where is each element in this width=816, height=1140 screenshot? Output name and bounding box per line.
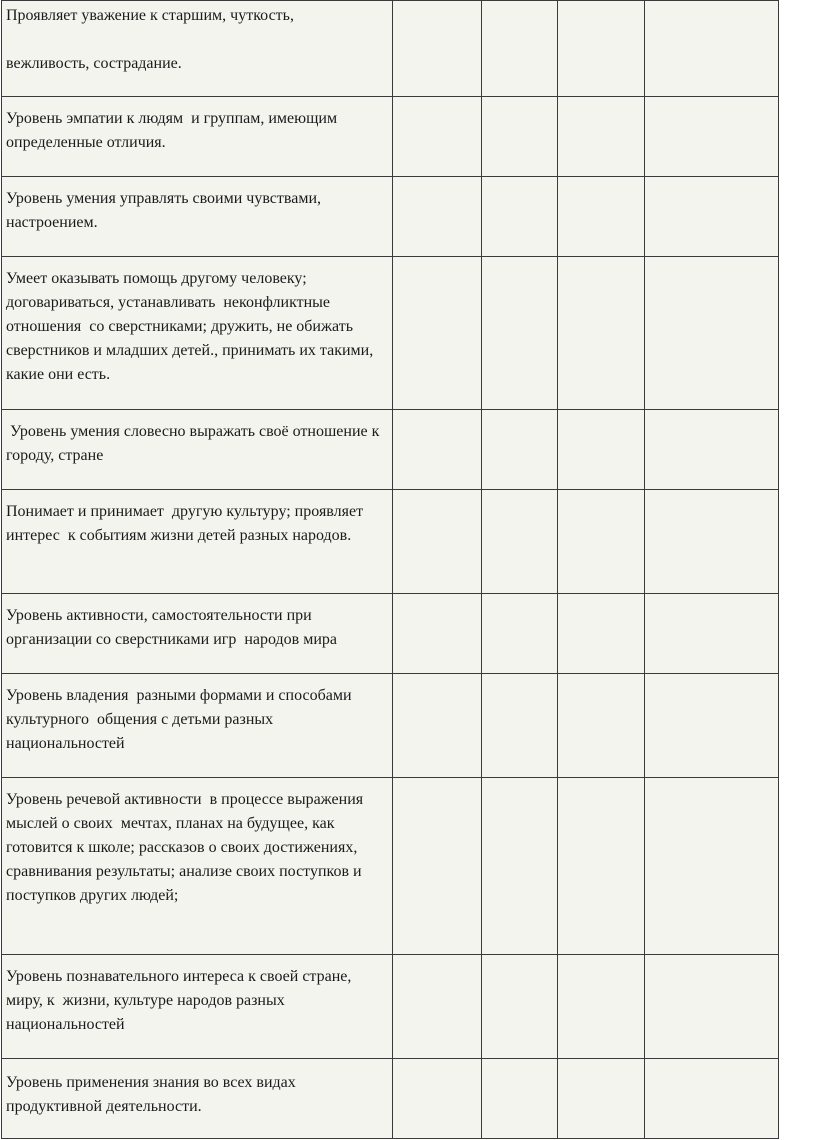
score-cell[interactable]	[482, 778, 558, 955]
score-cell[interactable]	[645, 1, 779, 97]
score-cell[interactable]	[393, 257, 482, 410]
score-cell[interactable]	[393, 955, 482, 1059]
score-cell[interactable]	[482, 177, 558, 257]
table-row	[2, 594, 779, 674]
score-cell[interactable]	[482, 490, 558, 594]
score-cell[interactable]	[645, 490, 779, 594]
score-cell[interactable]	[558, 410, 645, 490]
criterion-text: Умеет оказывать помощь другому человеку; договариваться, устанавливать неконфликтные отношения со сверстниками; дружить, не обижать сверстников и младших детей., принимать их такими, какие они есть.	[6, 270, 378, 383]
score-cell[interactable]	[558, 97, 645, 177]
criterion-text: Понимает и принимает другую культуру; проявляет интерес к событиям жизни детей разных народов.	[6, 503, 368, 544]
criterion-cell	[2, 778, 393, 955]
score-cell[interactable]	[482, 410, 558, 490]
table-row	[2, 955, 779, 1059]
criterion-cell	[2, 177, 393, 257]
table-row	[2, 1, 779, 97]
criterion-text: Уровень эмпатии к людям и группам, имеющим определенные отличия.	[6, 110, 342, 151]
score-cell[interactable]	[558, 778, 645, 955]
criterion-text: Уровень умения словесно выражать своё отношение к городу, стране	[6, 423, 384, 464]
score-cell[interactable]	[645, 955, 779, 1059]
score-cell[interactable]	[558, 177, 645, 257]
score-cell[interactable]	[558, 257, 645, 410]
score-cell[interactable]	[393, 1059, 482, 1139]
table-row	[2, 257, 779, 410]
criterion-text: Уровень активности, самостоятельности при организации со сверстниками игр народов мира	[6, 607, 338, 648]
criterion-cell	[2, 674, 393, 778]
criterion-text: Уровень речевой активности в процессе выражения мыслей о своих мечтах, планах на будущее, как готовится к школе; рассказов о своих достижениях, сравнивания результаты; анализе своих поступков и поступков других людей;	[6, 791, 368, 904]
criterion-text: Уровень познавательного интереса к своей стране, миру, к жизни, культуре народов разных национальностей	[6, 968, 356, 1033]
criterion-text: Проявляет уважение к старшим, чуткость, вежливость, сострадание.	[6, 7, 294, 72]
score-cell[interactable]	[482, 955, 558, 1059]
criterion-cell	[2, 1, 393, 97]
score-cell[interactable]	[393, 490, 482, 594]
criterion-cell	[2, 594, 393, 674]
score-cell[interactable]	[645, 177, 779, 257]
score-cell[interactable]	[393, 410, 482, 490]
score-cell[interactable]	[645, 97, 779, 177]
score-cell[interactable]	[558, 594, 645, 674]
criterion-text: Уровень применения знания во всех видах продуктивной деятельности.	[6, 1074, 300, 1115]
score-cell[interactable]	[393, 1, 482, 97]
criterion-cell	[2, 1059, 393, 1139]
score-cell[interactable]	[482, 257, 558, 410]
score-cell[interactable]	[558, 1, 645, 97]
score-cell[interactable]	[558, 674, 645, 778]
criterion-text: Уровень владения разными формами и способами культурного общения с детьми разных национальностей	[6, 687, 356, 752]
score-cell[interactable]	[393, 778, 482, 955]
score-cell[interactable]	[558, 955, 645, 1059]
table-row	[2, 778, 779, 955]
score-cell[interactable]	[482, 1, 558, 97]
criterion-cell	[2, 257, 393, 410]
score-cell[interactable]	[482, 1059, 558, 1139]
score-cell[interactable]	[482, 594, 558, 674]
score-cell[interactable]	[558, 490, 645, 594]
score-cell[interactable]	[393, 594, 482, 674]
table-row	[2, 1059, 779, 1139]
score-cell[interactable]	[645, 594, 779, 674]
score-cell[interactable]	[482, 674, 558, 778]
table-row	[2, 177, 779, 257]
criterion-cell	[2, 490, 393, 594]
score-cell[interactable]	[393, 674, 482, 778]
criterion-cell	[2, 955, 393, 1059]
score-cell[interactable]	[645, 778, 779, 955]
score-cell[interactable]	[645, 410, 779, 490]
table-row	[2, 97, 779, 177]
score-cell[interactable]	[558, 1059, 645, 1139]
score-cell[interactable]	[482, 97, 558, 177]
score-cell[interactable]	[645, 257, 779, 410]
criterion-cell	[2, 410, 393, 490]
score-cell[interactable]	[645, 674, 779, 778]
score-cell[interactable]	[393, 97, 482, 177]
table-row	[2, 490, 779, 594]
score-cell[interactable]	[645, 1059, 779, 1139]
criterion-text: Уровень умения управлять своими чувствами, настроением.	[6, 190, 326, 231]
table-row	[2, 410, 779, 490]
score-cell[interactable]	[393, 177, 482, 257]
table-row	[2, 674, 779, 778]
criterion-cell	[2, 97, 393, 177]
assessment-table	[1, 0, 779, 1139]
